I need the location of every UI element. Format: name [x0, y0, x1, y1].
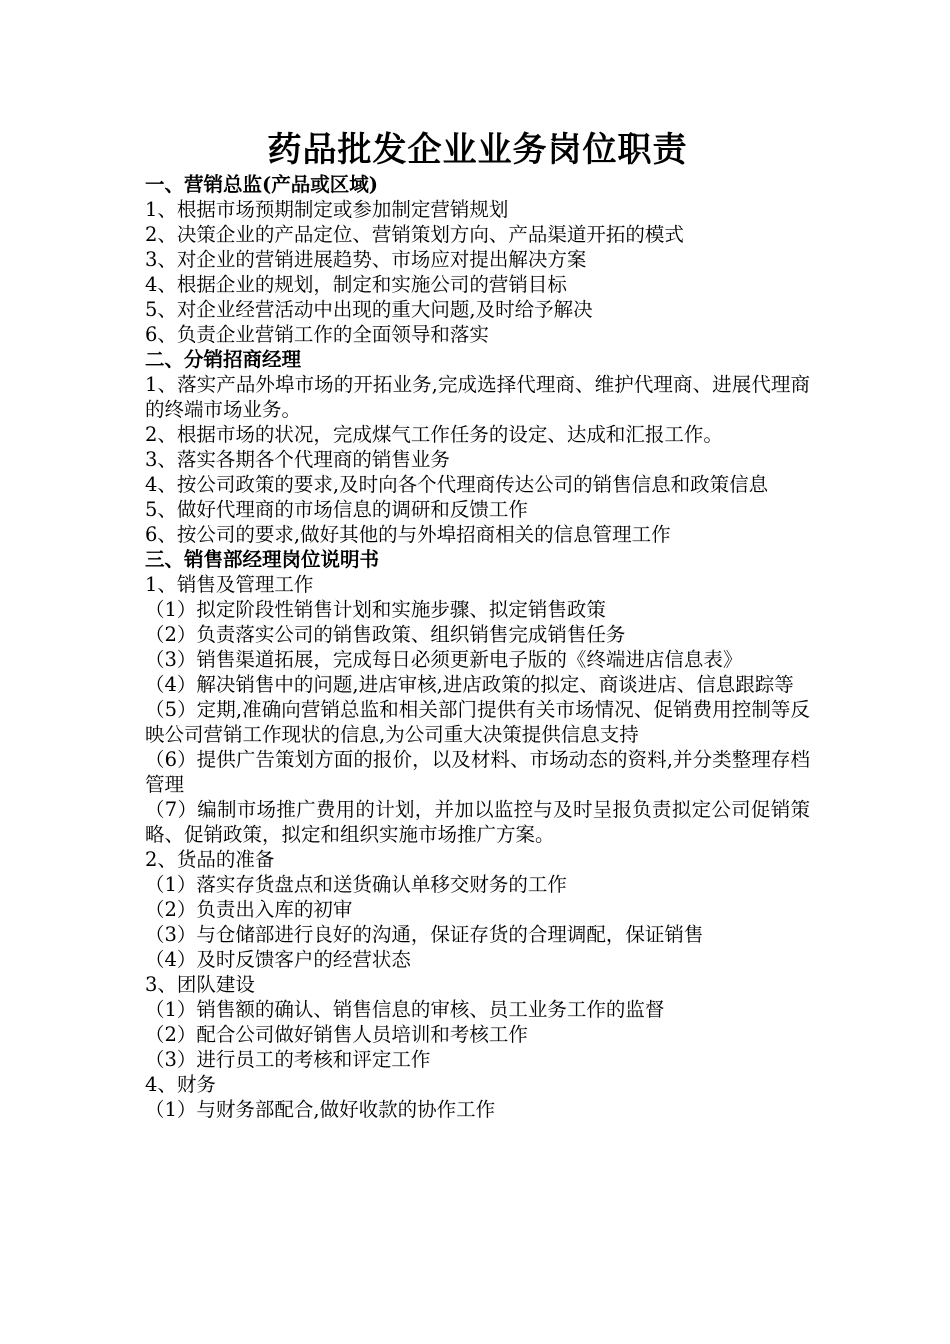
- body-line: （3）进行员工的考核和评定工作: [145, 1048, 431, 1071]
- body-line: （2）配合公司做好销售人员培训和考核工作: [145, 1023, 528, 1046]
- body-line: （2）负责出入库的初审: [145, 898, 353, 921]
- body-line: 2、根据市场的状况，完成煤气工作任务的设定、达成和汇报工作。: [145, 423, 723, 446]
- body-line: 2、决策企业的产品定位、营销策划方向、产品渠道开拓的模式: [145, 223, 684, 246]
- body-line: 1、落实产品外埠市场的开拓业务,完成选择代理商、维护代理商、进展代理商的终端市场业务。: [145, 373, 810, 421]
- body-line: 4、财务: [145, 1073, 216, 1096]
- body-line: 1、根据市场预期制定或参加制定营销规划: [145, 198, 509, 221]
- document-page: [145, 128, 810, 1122]
- body-line: 4、根据企业的规划，制定和实施公司的营销目标: [145, 273, 567, 296]
- body-line: （1）销售额的确认、销售信息的审核、员工业务工作的监督: [145, 998, 665, 1021]
- body-line: 1、销售及管理工作: [145, 573, 314, 596]
- body-line: 6、负责企业营销工作的全面领导和落实: [145, 323, 489, 346]
- body-line: 3、落实各期各个代理商的销售业务: [145, 448, 450, 471]
- body-line: （3）与仓储部进行良好的沟通，保证存货的合理调配，保证销售: [145, 923, 704, 946]
- body-line: （3）销售渠道拓展，完成每日必须更新电子版的《终端进店信息表》: [145, 648, 743, 671]
- section-heading: 二、分销招商经理: [145, 348, 302, 371]
- body-line: （5）定期,准确向营销总监和相关部门提供有关市场情况、促销费用控制等反映公司营销工作现状的信息,为公司重大决策提供信息支持: [145, 698, 810, 746]
- body-line: 2、货品的准备: [145, 848, 275, 871]
- body-line: 5、对企业经营活动中出现的重大问题,及时给予解决: [145, 298, 593, 321]
- body-line: （1）落实存货盘点和送货确认单移交财务的工作: [145, 873, 567, 896]
- body-line: （4）解决销售中的问题,进店审核,进店政策的拟定、商谈进店、信息跟踪等: [145, 673, 794, 696]
- document-title: 药品批发企业业务岗位职责: [267, 130, 688, 170]
- section-heading: 一、营销总监(产品或区域): [145, 173, 378, 196]
- body-line: （2）负责落实公司的销售政策、组织销售完成销售任务: [145, 623, 626, 646]
- body-line: （7）编制市场推广费用的计划，并加以监控与及时呈报负责拟定公司促销策略、促销政策，拟定和组织实施市场推广方案。: [145, 798, 810, 846]
- section-heading: 三、销售部经理岗位说明书: [145, 548, 380, 571]
- body-line: （1）拟定阶段性销售计划和实施步骤、拟定销售政策: [145, 598, 606, 621]
- body-line: （4）及时反馈客户的经营状态: [145, 948, 411, 971]
- body-line: 5、做好代理商的市场信息的调研和反馈工作: [145, 498, 528, 521]
- body-line: 3、团队建设: [145, 973, 255, 996]
- document-body: [145, 172, 810, 1122]
- body-line: （6）提供广告策划方面的报价，以及材料、市场动态的资料,并分类整理存档管理: [145, 748, 810, 796]
- body-line: 3、对企业的营销进展趋势、市场应对提出解决方案: [145, 248, 587, 271]
- body-line: 6、按公司的要求,做好其他的与外埠招商相关的信息管理工作: [145, 523, 671, 546]
- body-line: （1）与财务部配合,做好收款的协作工作: [145, 1098, 496, 1121]
- body-line: 4、按公司政策的要求,及时向各个代理商传达公司的销售信息和政策信息: [145, 473, 769, 496]
